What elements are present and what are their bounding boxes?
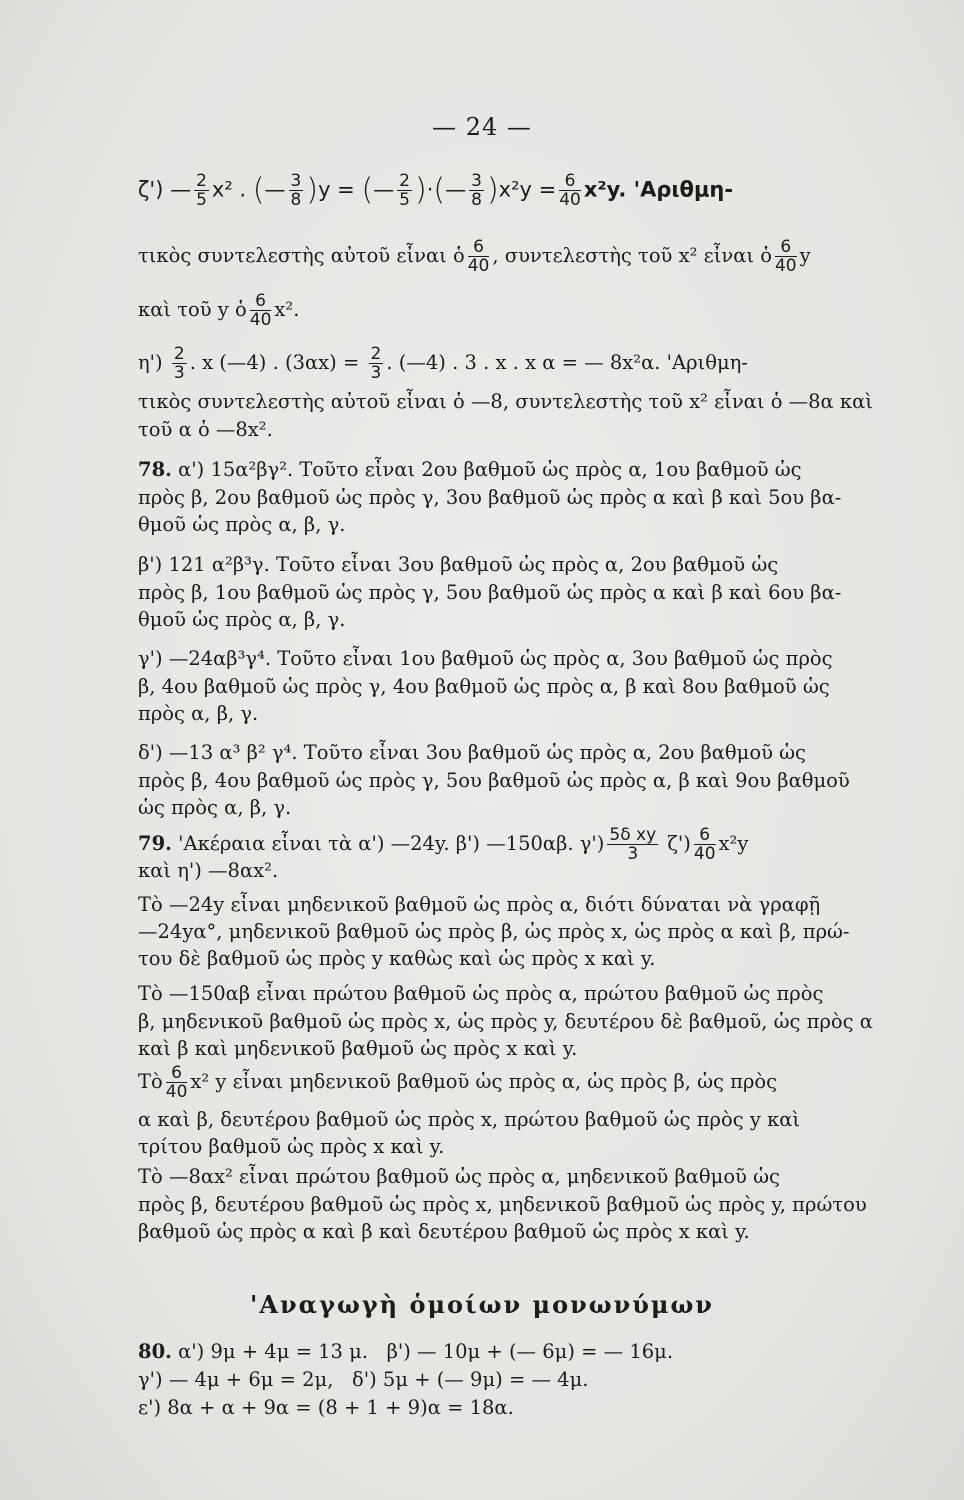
fraction-2-3b: $\frac{2}{3}$ <box>370 344 382 383</box>
text-line-14: β, 4ου βαθμοῦ ὡς πρὸς γ, 4ου βαθμοῦ ὡς πρὸς α, β καὶ 8ου βαθμοῦ ὡς <box>138 675 830 698</box>
fraction-3-8: $\frac{3}{8}$ <box>290 171 302 210</box>
text-line-24: Τὸ —150αβ εἶναι πρώτου βαθμοῦ ὡς πρὸς α, πρώτου βαθμοῦ ὡς πρὸς <box>138 982 824 1005</box>
eq-zeta-x2: x² . <box>211 177 247 202</box>
text-line-02: τικὸς συντελεστὴς αὐτοῦ εἶναι ὁ $\frac{6}{40}$ , συντελεστὴς τοῦ x² εἶναι ὁ $\frac{6}{40}$ y <box>138 237 811 276</box>
text-line-09: θμοῦ ὡς πρὸς α, β, γ. <box>138 513 346 536</box>
section-heading: 'Αναγωγὴ ὁμοίων μονωνύμων <box>250 1290 714 1319</box>
text-line-25: β, μηδενικοῦ βαθμοῦ ὡς πρὸς x, ὡς πρὸς y, δευτέρου δὲ βαθμοῦ, ὡς πρὸς α <box>138 1010 873 1033</box>
text-line-22: —24yα°, μηδενικοῦ βαθμοῦ ὡς πρὸς β, ὡς πρὸς x, ὡς πρὸς α καὶ β, πρώ- <box>138 920 850 943</box>
exercise-80: 80. α') 9μ + 4μ = 13 μ. β') — 10μ + (— 6μ) = — 16μ. <box>138 1340 674 1363</box>
text-line-30: Τὸ —8αx² εἶναι πρώτου βαθμοῦ ὡς πρὸς α, μηδενικοῦ βαθμοῦ ὡς <box>138 1165 780 1188</box>
text-line-26: καὶ β καὶ μηδενικοῦ βαθμοῦ ὡς πρὸς x καὶ y. <box>138 1037 578 1060</box>
eq-zeta-tail: x²y. 'Αριθμη- <box>583 177 734 202</box>
eq-zeta-y: y = <box>318 177 355 202</box>
fraction-6-40-b: $\frac{6}{40}$ <box>774 237 797 276</box>
text-line-31: πρὸς β, δευτέρου βαθμοῦ ὡς πρὸς x, μηδενικοῦ βαθμοῦ ὡς πρὸς y, πρώτου <box>138 1193 867 1216</box>
text-line-29: τρίτου βαθμοῦ ὡς πρὸς x καὶ y. <box>138 1135 445 1158</box>
eq-zeta-x2y: x²y = <box>498 177 557 202</box>
text-line-21: Τὸ —24y εἶναι μηδενικοῦ βαθμοῦ ὡς πρὸς α, διότι δύναται νὰ γραφῇ <box>138 893 821 916</box>
text-line-12: θμοῦ ὡς πρὸς α, β, γ. <box>138 608 346 631</box>
fraction-2-5: $\frac{2}{5}$ <box>196 171 207 210</box>
text-line-13: γ') —24αβ³γ⁴. Τοῦτο εἶναι 1ου βαθμοῦ ὡς πρὸς α, 3ου βαθμοῦ ὡς πρὸς <box>138 647 833 670</box>
text-line-15: πρὸς α, β, γ. <box>138 702 259 725</box>
exercise-79: 79. 'Ακέραια εἶναι τὰ α') —24y. β') —150αβ. γ') $\frac{\text{5δ xy}}{3}$ ζ') $\frac{6}{40}$ x²y <box>138 825 749 864</box>
text-line-35: ε') 8α + α + 9α = (8 + 1 + 9)α = 18α. <box>138 1396 514 1419</box>
text-line-05: τικὸς συντελεστὴς αὐτοῦ εἶναι ὁ —8, συντελεστὴς τοῦ x² εἶναι ὁ —8α καὶ <box>138 390 873 413</box>
text-line-32: βαθμοῦ ὡς πρὸς α καὶ β καὶ δευτέρου βαθμοῦ ὡς πρὸς x καὶ y. <box>138 1220 750 1243</box>
text-line-10: β') 121 α²β³γ. Τοῦτο εἶναι 3ου βαθμοῦ ὡς πρὸς α, 2ου βαθμοῦ ὡς <box>138 553 779 576</box>
exercise-78: 78. α') 15α²βγ². Τοῦτο εἶναι 2ου βαθμοῦ ὡς πρὸς α, 1ου βαθμοῦ ὡς <box>138 458 802 481</box>
text-line-18: ὡς πρὸς α, β, γ. <box>138 796 292 819</box>
exercise-number-79: 79. <box>138 832 172 855</box>
eq-zeta-lead: ζ') — <box>138 177 192 202</box>
text-line-20: καὶ η') —8αx². <box>138 859 279 882</box>
text-line-23: του δὲ βαθμοῦ ὡς πρὸς y καθὼς καὶ ὡς πρὸς x καὶ y. <box>138 947 656 970</box>
text-line-11: πρὸς β, 1ου βαθμοῦ ὡς πρὸς γ, 5ου βαθμοῦ ὡς πρὸς α καὶ β καὶ 6ου βα- <box>138 581 842 604</box>
fraction-2-3: $\frac{2}{3}$ <box>173 344 185 383</box>
text-line-03: καὶ τοῦ y ὁ $\frac{6}{40}$ x². <box>138 291 300 330</box>
text-line-28: α καὶ β, δευτέρου βαθμοῦ ὡς πρὸς x, πρώτου βαθμοῦ ὡς πρὸς y καὶ <box>138 1108 801 1131</box>
text-line-27: Τὸ $\frac{6}{40}$ x² y εἶναι μηδενικοῦ βαθμοῦ ὡς πρὸς α, ὡς πρὸς β, ὡς πρὸς <box>138 1063 778 1102</box>
fraction-6-40-c: $\frac{6}{40}$ <box>249 291 272 330</box>
exercise-number-78: 78. <box>138 458 172 481</box>
fraction-6-40-e: $\frac{6}{40}$ <box>165 1063 188 1102</box>
text-line-16: δ') —13 α³ β² γ⁴. Τοῦτο εἶναι 3ου βαθμοῦ ὡς πρὸς α, 2ου βαθμοῦ ὡς <box>138 741 806 764</box>
fraction-3-8b: $\frac{3}{8}$ <box>471 171 482 210</box>
exercise-number-80: 80. <box>138 1340 172 1363</box>
text-line-06: τοῦ α ὁ —8x². <box>138 418 273 441</box>
equation-zeta: ζ') — $\frac{2}{5}$ x² . (— $\frac{3}{8}$ )y = (— $\frac{2}{5}$ )·(— $\frac{3}{8}$ )x²y = $\frac{6}{40}$ x²y. 'Αριθμη- <box>138 171 734 210</box>
equation-eta: η') $\frac{2}{3}$ . x (—4) . (3αx) = $\frac{2}{3}$ . (—4) . 3 . x . x α = — 8x²α. 'Αριθμη- <box>138 344 748 383</box>
fraction-5dxy-3: $\frac{\text{5δ xy}}{3}$ <box>609 825 657 864</box>
fraction-2-5b: $\frac{2}{5}$ <box>399 171 410 210</box>
text-line-17: πρὸς β, 4ου βαθμοῦ ὡς πρὸς γ, 5ου βαθμοῦ ὡς πρὸς α, β καὶ 9ου βαθμοῦ <box>138 769 850 792</box>
fraction-6-40-d: $\frac{6}{40}$ <box>693 825 716 864</box>
fraction-6-40: $\frac{6}{40}$ <box>559 171 581 210</box>
page-number: — 24 — <box>432 113 532 141</box>
text-line-08: πρὸς β, 2ου βαθμοῦ ὡς πρὸς γ, 3ου βαθμοῦ ὡς πρὸς α καὶ β καὶ 5ου βα- <box>138 486 842 509</box>
fraction-6-40-a: $\frac{6}{40}$ <box>467 237 490 276</box>
text-line-34: γ') — 4μ + 6μ = 2μ, δ') 5μ + (— 9μ) = — 4μ. <box>138 1368 589 1391</box>
